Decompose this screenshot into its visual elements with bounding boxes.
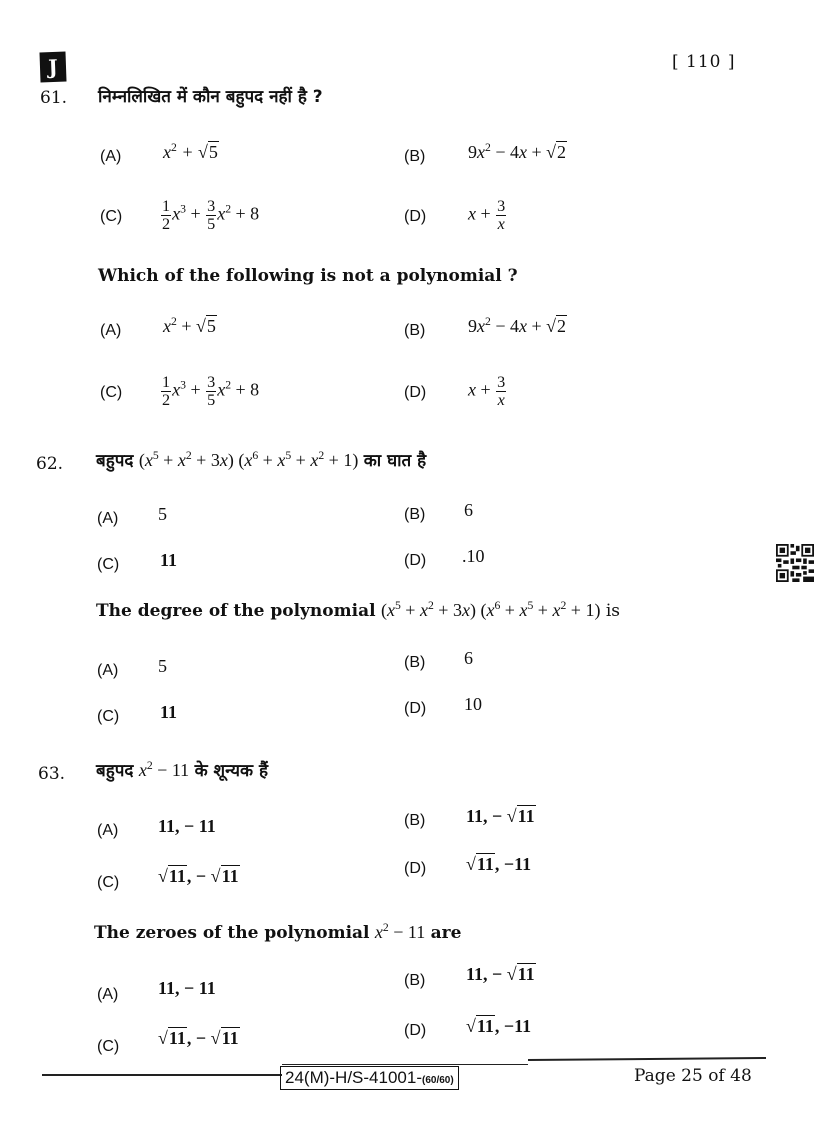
option-value: $x^2 + √5$ [163, 140, 218, 162]
option-value: 11, − √11 [466, 806, 535, 826]
option-value: 5 [158, 656, 167, 676]
option-value: $\frac{1}{2}$ $x^3$ + $\frac{3}{5}$ $x^2 + 8$ [162, 373, 260, 409]
question-number: 62. [36, 454, 64, 474]
option-label: (A) [97, 986, 119, 1003]
option-value: 11 [160, 550, 178, 570]
option-value: $\frac{1}{2}$ $x^3$ + $\frac{3}{5}$ $x^2 + 8$ [162, 197, 260, 233]
option-label: (B) [404, 148, 426, 165]
question-text-english: The zeroes of the polynomial $x^2 - 11$ are [94, 920, 462, 943]
option-value: √11, −11 [466, 854, 532, 874]
option-label: (A) [97, 822, 119, 839]
option-value: 6 [464, 500, 473, 520]
question-text-hindi: बहुपद $x^2 - 11$ के शून्यक हैं [96, 758, 268, 781]
option-value: 5 [158, 504, 167, 524]
option-label: (B) [404, 322, 426, 339]
qr-code-icon [776, 544, 814, 582]
paper-code: 24(M)-H/S-41001-(60/60) [280, 1066, 459, 1090]
footer-divider [282, 1064, 528, 1065]
option-value: 6 [464, 648, 473, 668]
question-text-hindi: निम्नलिखित में कौन बहुपद नहीं है ? [98, 87, 323, 107]
option-value: √11, − √11 [158, 1028, 239, 1048]
option-label: (A) [97, 662, 119, 679]
option-label: (C) [100, 208, 123, 225]
option-value: √11, − √11 [158, 866, 239, 886]
option-label: (D) [404, 552, 427, 569]
option-label: (B) [404, 506, 426, 523]
option-label: (A) [100, 148, 122, 165]
question-text-english: Which of the following is not a polynomial ? [98, 266, 518, 286]
option-value: 11, − 11 [158, 816, 216, 836]
footer-divider [42, 1074, 282, 1076]
option-label: (C) [97, 1038, 120, 1055]
option-label: (D) [404, 208, 427, 225]
option-value: 10 [464, 694, 482, 714]
option-value: x + $\frac{3}{x}$ [468, 197, 506, 233]
option-label: (D) [404, 1022, 427, 1039]
option-value: 11, − 11 [158, 978, 216, 998]
option-value: $9x^2 - 4x + √2$ [468, 140, 567, 162]
option-label: (B) [404, 812, 426, 829]
option-value: √11, −11 [466, 1016, 532, 1036]
option-label: (A) [100, 322, 122, 339]
option-label: (C) [97, 556, 120, 573]
option-value: $9x^2 - 4x + √2$ [468, 314, 567, 336]
option-label: (B) [404, 654, 426, 671]
question-text-hindi: बहुपद $(x^5 + x^2 + 3x) (x^6 + x^5 + x^2 + 1)$ का घात है [96, 448, 427, 471]
option-label: (A) [97, 510, 119, 527]
footer-divider [528, 1057, 766, 1061]
option-label: (C) [97, 874, 120, 891]
option-label: (D) [404, 384, 427, 401]
page-code: [ 110 ] [672, 52, 736, 72]
option-label: (C) [100, 384, 123, 401]
question-number: 61. [40, 88, 68, 108]
option-value: 11 [160, 702, 178, 722]
option-label: (C) [97, 708, 120, 725]
option-value: x + $\frac{3}{x}$ [468, 373, 506, 409]
option-label: (B) [404, 972, 426, 989]
option-label: (D) [404, 860, 427, 877]
option-value: 11, − √11 [466, 964, 535, 984]
option-value: .10 [462, 546, 485, 566]
option-label: (D) [404, 700, 427, 717]
option-value: $x^2 + √5$ [163, 314, 216, 336]
question-text-english: The degree of the polynomial $(x^5 + x^2 + 3x) (x^6 + x^5 + x^2 + 1)$ is [96, 598, 621, 621]
set-badge: J [39, 52, 66, 83]
question-number: 63. [38, 764, 66, 784]
page-number: Page 25 of 48 [634, 1066, 752, 1086]
